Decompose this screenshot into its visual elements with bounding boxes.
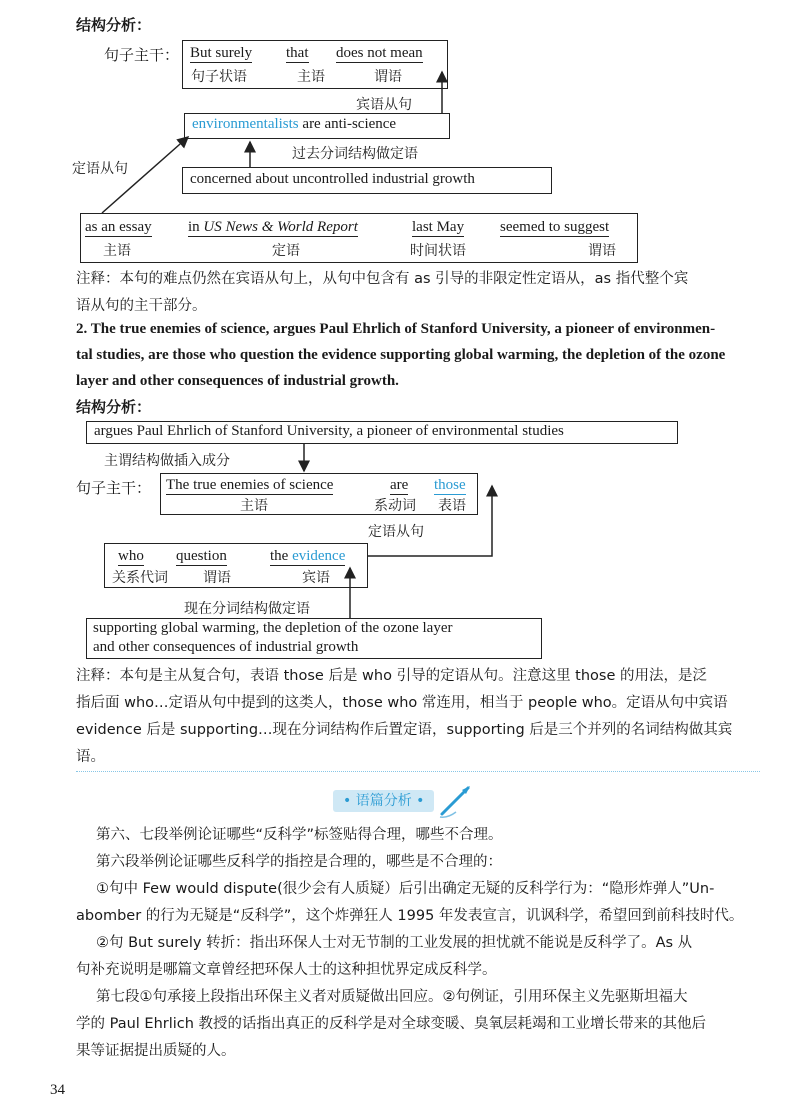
present-participle-line-2: and other consequences of industrial growth — [93, 639, 359, 655]
attr-part-en: as an essay — [85, 219, 152, 235]
note-1-line-1: 注释：本句的难点仍然在宾语从句上，从句中包含有 as 引导的非限定性定语从，as 指代整个宾 — [76, 271, 689, 287]
insert-clause-text: argues Paul Ehrlich of Stanford University, a pioneer of environmental studies — [94, 423, 564, 439]
main-part-zh: 谓语 — [374, 69, 402, 85]
page-number: 34 — [50, 1082, 65, 1098]
note-2-line-3: evidence 后是 supporting…现在分词结构作后置定语，supporting 后是三个并列的名词结构做其宾 — [76, 722, 733, 738]
attr-part-en: last May — [412, 219, 465, 235]
attr-part-en: seemed to suggest — [500, 219, 610, 235]
sentence-2-line-1: 2. The true enemies of science, argues Paul Ehrlich of Stanford University, a pioneer of environmen- — [76, 321, 716, 337]
structure-analysis-heading-2: 结构分析： — [76, 398, 152, 416]
discourse-paragraph: ①句中 Few would dispute(很少会有人质疑）后引出确定无疑的反科学行为：“隐形炸弹人”Un- — [96, 881, 715, 897]
main-part-zh: 句子状语 — [191, 69, 247, 85]
sentence-2-line-2: tal studies, are those who question the evidence supporting global warming, the depletion of the ozone — [76, 347, 726, 363]
main-part-zh: 系动词 — [374, 498, 416, 514]
note-2-line-2: 指后面 who…定语从句中提到的这类人，those who 常连用，相当于 people who。定语从句中宾语 — [76, 695, 728, 711]
main-part-en: that — [286, 45, 309, 61]
attr-part-en: in US News & World Report — [188, 219, 358, 235]
discourse-paragraph: 句补充说明是哪篇文章曾经把环保人士的这种担忧界定成反科学。 — [76, 962, 497, 978]
object-clause-subject: environmentalists — [192, 116, 299, 132]
discourse-paragraph: ②句 But surely 转折：指出环保人士对无节制的工业发展的担忧就不能说是反科学了。As 从 — [96, 935, 693, 951]
main-clause-label-1: 句子主干： — [104, 46, 180, 64]
discourse-analysis-title: • 语篇分析 • — [333, 790, 434, 812]
main-clause-label-2: 句子主干： — [76, 479, 152, 497]
attr-part-zh: 时间状语 — [410, 243, 466, 259]
note-2-line-1: 注释：本句是主从复合句，表语 those 后是 who 引导的定语从句。注意这里 those 的用法，是泛 — [76, 668, 708, 684]
discourse-paragraph: 第六段举例论证哪些反科学的指控是合理的，哪些是不合理的： — [96, 854, 502, 870]
clause-part-zh: 宾语 — [302, 570, 330, 586]
clause-part-en: question — [176, 548, 227, 564]
attributive-clause-label-2: 定语从句 — [368, 524, 424, 540]
main-part-en: are — [390, 477, 409, 493]
note-2-line-4: 语。 — [76, 749, 105, 765]
main-part-zh: 表语 — [438, 498, 466, 514]
note-1-line-2: 语从句的主干部分。 — [76, 298, 207, 314]
clause-part-en: who — [118, 548, 144, 564]
sentence-2-line-3: layer and other consequences of industrial growth. — [76, 373, 399, 389]
main-part-zh: 主语 — [240, 498, 268, 514]
attr-part-zh: 定语 — [272, 243, 300, 259]
attributive-clause-label-1: 定语从句 — [72, 161, 128, 177]
main-part-zh: 主语 — [297, 69, 325, 85]
discourse-paragraph: 果等证据提出质疑的人。 — [76, 1043, 236, 1059]
object-clause-rest: are anti-science — [298, 116, 397, 132]
attr-part-zh: 主语 — [103, 243, 131, 259]
past-participle-label: 过去分词结构做定语 — [292, 146, 418, 162]
main-part-en: The true enemies of science — [166, 477, 334, 493]
discourse-paragraph: 第六、七段举例论证哪些“反科学”标签贴得合理，哪些不合理。 — [96, 827, 503, 843]
main-part-en: But surely — [190, 45, 253, 61]
discourse-paragraph: 学的 Paul Ehrlich 教授的话指出真正的反科学是对全球变暖、臭氧层耗竭和工业增长带来的其他后 — [76, 1016, 707, 1032]
attr-part-zh: 谓语 — [588, 243, 616, 259]
object-clause-label: 宾语从句 — [356, 97, 412, 113]
present-participle-line-1: supporting global warming, the depletion of the ozone layer — [93, 620, 453, 636]
insert-clause-label: 主谓结构做插入成分 — [104, 453, 230, 469]
main-part-en: does not mean — [336, 45, 423, 61]
clause-part-zh: 谓语 — [203, 570, 231, 586]
clause-part-zh: 关系代词 — [112, 570, 168, 586]
clause-part-en: the evidence — [270, 548, 346, 564]
main-part-en: those — [434, 477, 466, 493]
discourse-paragraph: 第七段①句承接上段指出环保主义者对质疑做出回应。②句例证，引用环保主义先驱斯坦福大 — [96, 989, 688, 1005]
past-participle-text: concerned about uncontrolled industrial growth — [190, 171, 475, 187]
discourse-paragraph: abomber 的行为无疑是“反科学”，这个炸弹狂人 1995 年发表宣言，讥讽科学，希望回到前科技时代。 — [76, 908, 744, 924]
structure-analysis-heading-1: 结构分析： — [76, 16, 152, 34]
present-participle-label: 现在分词结构做定语 — [184, 601, 310, 617]
